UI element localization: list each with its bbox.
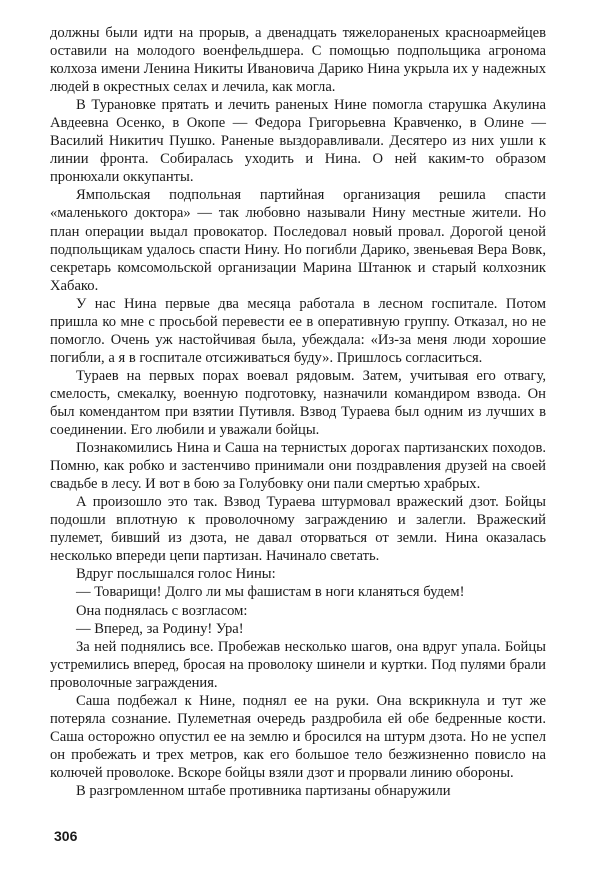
paragraph: Саша подбежал к Нине, поднял ее на руки. Она вскрикнула и тут же потеряла сознание. Пулеметная очередь раздробила ей обе бедренные кости. Саша осторожно опустил ее на землю и бросился на штурм дзота. Но не успел он пробежать и трех метров, как его большое тело безжизненно повисло на колючей проволоке. Вскоре бойцы взяли дзот и прорвали линию обороны. xyxy=(50,692,546,781)
dialogue-line: — Вперед, за Родину! Ура! xyxy=(76,620,244,637)
paragraph: А произошло это так. Взвод Тураева штурмовал вражеский дзот. Бойцы подошли вплотную к проволочному заграждению и залегли. Вражеский пулемет, бивший из дзота, не давал оторваться от земли. Нина оказалась несколько впереди цепи партизан. Начинало светать. xyxy=(50,494,546,565)
paragraph: Познакомились Нина и Саша на тернистых дорогах партизанских походов. Помню, как робко и застенчиво принимали они поздравления друзей на своей свадьбе в лесу. И вот в бою за Голубовку они пали смертью храбрых. xyxy=(50,440,546,493)
paragraph: За ней поднялись все. Пробежав несколько шагов, она вдруг упала. Бойцы устремились вперед, бросая на проволоку шинели и куртки. Под пулями брали проволочные заграждения. xyxy=(50,638,546,691)
paragraph: Ямпольская подпольная партийная организация решила спасти «маленького доктора» — так любовно называли Нину местные жители. Но план операции выдал провокатор. Последовал новый провал. Дорогой ценой подпольщикам удалось спасти Нину. Но погибли Дарико, звеньевая Вера Вовк, секретарь комсомольской организации Марина Штанюк и старый колхозник Хабако. xyxy=(50,187,546,294)
paragraph: Она поднялась с возгласом: xyxy=(76,602,248,619)
paragraph: У нас Нина первые два месяца работала в лесном госпитале. Потом пришла ко мне с просьбой перевести ее в оперативную группу. Отказал, но не помогло. Очень уж настойчивая была, убеждала: «Из-за меня люди хорошие погибли, а я в госпитале отсиживаться буду». Пришлось согласиться. xyxy=(50,295,546,366)
paragraph: В Турановке прятать и лечить раненых Нине помогла старушка Акулина Авдеевна Осенко, в Окопе — Федора Григорьевна Кравченко, в Олине — Василий Никитич Пушко. Раненые выздоравливали. Десятеро из них ушли к линии фронта. Собиралась уходить и Нина. О ней каким-то образом пронюхали оккупанты. xyxy=(50,97,546,186)
paragraph: Вдруг послышался голос Нины: xyxy=(76,566,276,583)
paragraph: Тураев на первых порах воевал рядовым. Затем, учитывая его отвагу, смелость, смекалку, военную подготовку, назначили командиром взвода. Он был комендантом при взятии Путивля. Взвод Тураева был одним из лучших в соединении. Его любили и уважали бойцы. xyxy=(50,367,546,439)
page-body xyxy=(50,24,546,800)
page-number: 306 xyxy=(54,828,78,844)
paragraph: В разгромленном штабе противника партизаны обнаружили xyxy=(76,782,451,799)
paragraph: должны были идти на прорыв, а двенадцать тяжелораненых красноармейцев оставили на молодого военфельдшера. С помощью подпольщика агронома колхоза имени Ленина Никиты Ивановича Дарико Нина укрыла их у надежных людей в окрестных селах и лечила, как могла. xyxy=(50,25,546,96)
dialogue-line: — Товарищи! Долго ли мы фашистам в ноги кланяться будем! xyxy=(76,584,465,601)
